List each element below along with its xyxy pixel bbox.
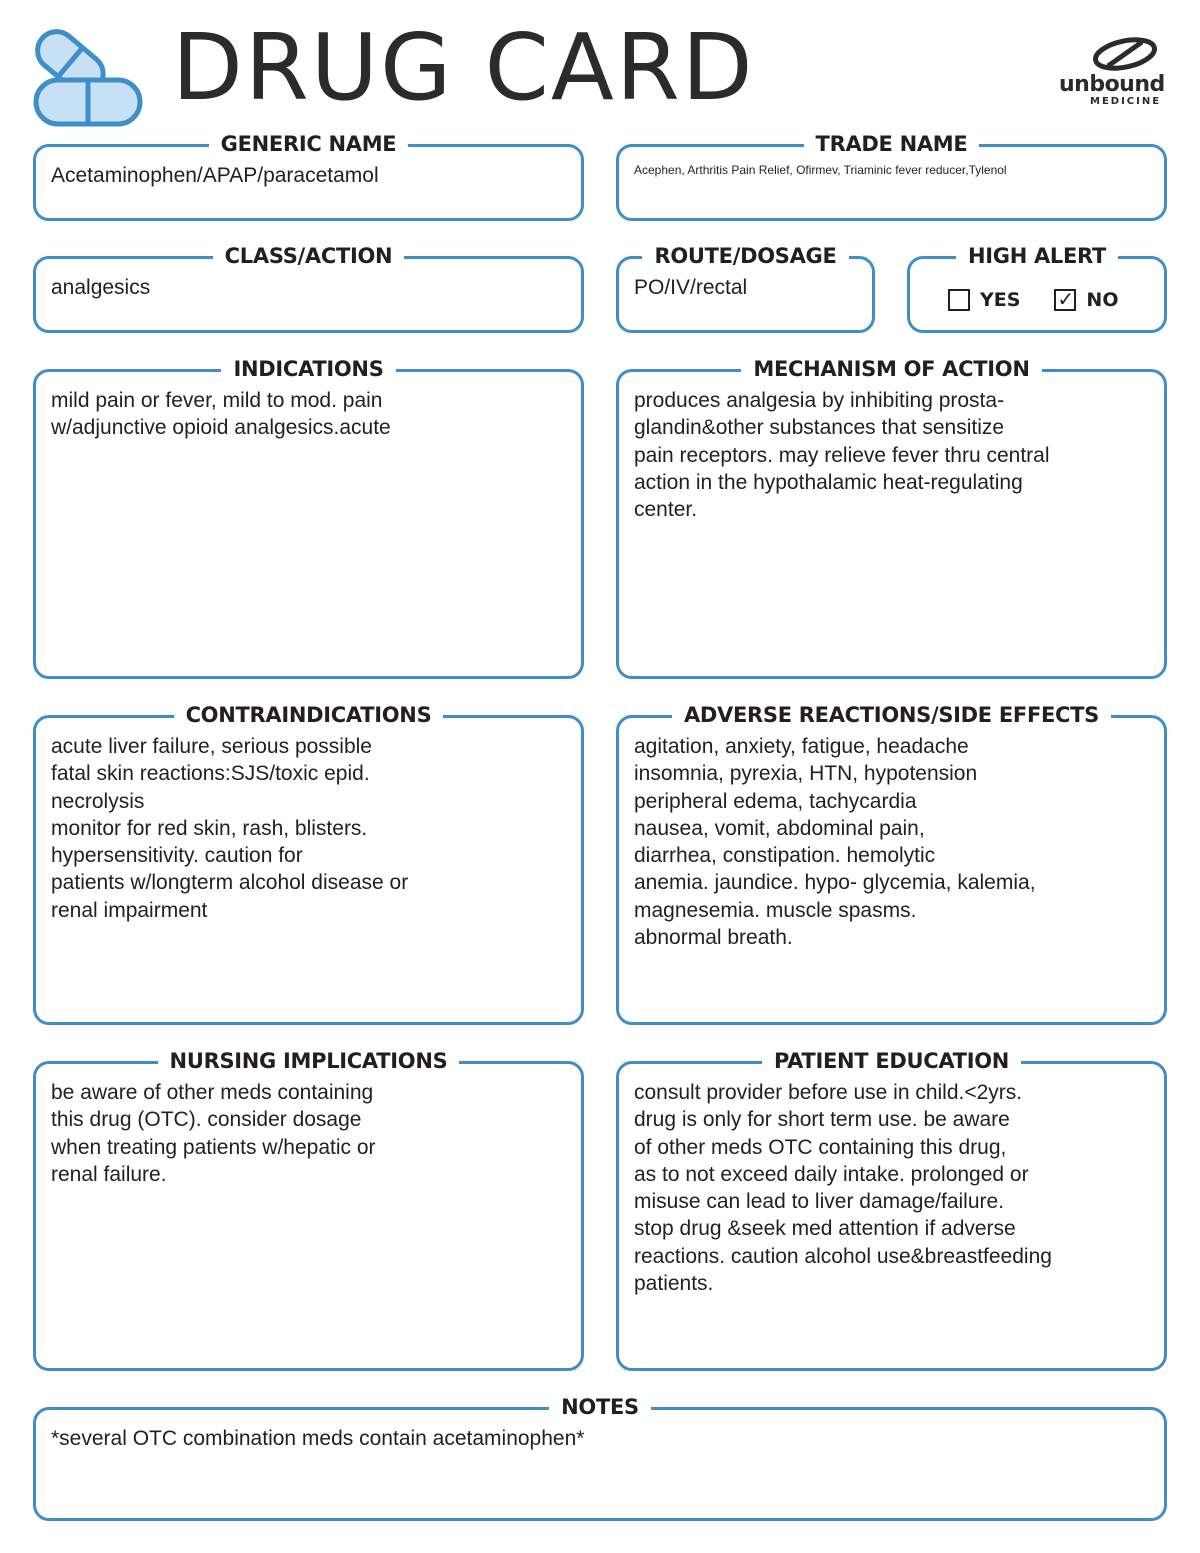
class-action-box (33, 244, 584, 333)
nursing-implications-label: NURSING IMPLICATIONS (158, 1049, 460, 1073)
mechanism-box (616, 357, 1167, 679)
adverse-reactions-field[interactable]: agitation, anxiety, fatigue, headache insomnia, pyrexia, HTN, hypotension peripheral edema, tachycardia nausea, vomit, abdominal pain, diarrhea, constipation. hemolytic anemia. jaundice. hypo- glycemia, kalemia, magnesemia. muscle spasms. abnormal breath. (634, 735, 1036, 950)
indications-box (33, 357, 584, 679)
class-action-field[interactable]: analgesics (51, 276, 151, 299)
trade-name-box (616, 132, 1167, 221)
high-alert-no-checkbox[interactable] (1054, 289, 1076, 311)
route-dosage-field[interactable]: PO/IV/rectal (634, 276, 748, 299)
route-dosage-label: ROUTE/DOSAGE (642, 244, 848, 268)
contraindications-field[interactable]: acute liver failure, serious possible fatal skin reactions:SJS/toxic epid. necrolysis monitor for red skin, rash, blisters. hypersensitivity. caution for patients w/longterm alcohol disease or renal impairment (51, 735, 409, 922)
notes-box (33, 1395, 1167, 1521)
indications-field[interactable]: mild pain or fever, mild to mod. pain w/adjunctive opioid analgesics.acute (51, 389, 391, 440)
high-alert-box (907, 244, 1167, 333)
adverse-reactions-box (616, 703, 1167, 1025)
route-dosage-box (616, 244, 875, 333)
nursing-implications-box (33, 1049, 584, 1371)
notes-field[interactable]: *several OTC combination meds contain acetaminophen* (51, 1427, 585, 1450)
trade-name-label: TRADE NAME (804, 132, 980, 156)
mechanism-field[interactable]: produces analgesia by inhibiting prosta- glandin&other substances that sensitize pain receptors. may relieve fever thru central action in the hypothalamic heat-regulating center. (634, 389, 1050, 522)
page-title: DRUG CARD (172, 14, 755, 121)
contraindications-box (33, 703, 584, 1025)
patient-education-field[interactable]: consult provider before use in child.<2yrs. drug is only for short term use. be aware of other meds OTC containing this drug, as to not exceed daily intake. prolonged or misuse can lead to liver damage/failure. stop drug &seek med attention if adverse reactions. caution alcohol use&breastfeeding patients. (634, 1081, 1052, 1296)
adverse-reactions-label: ADVERSE REACTIONS/SIDE EFFECTS (672, 703, 1111, 727)
trade-name-field[interactable]: Acephen, Arthritis Pain Relief, Ofirmev, Triaminic fever reducer,Tylenol (634, 163, 1007, 177)
high-alert-label: HIGH ALERT (956, 244, 1118, 268)
high-alert-yes-checkbox[interactable] (948, 289, 970, 311)
brand-subtitle: MEDICINE (1090, 96, 1162, 107)
pill-logo-icon (30, 24, 146, 130)
indications-label: INDICATIONS (221, 357, 395, 381)
nursing-implications-field[interactable]: be aware of other meds containing this drug (OTC). consider dosage when treating patients w/hepatic or renal failure. (51, 1081, 376, 1186)
notes-label: NOTES (549, 1395, 651, 1419)
checkmark-icon: ✓ (1057, 287, 1075, 311)
brand-name: unbound (1059, 72, 1165, 97)
generic-name-label: GENERIC NAME (209, 132, 409, 156)
contraindications-label: CONTRAINDICATIONS (174, 703, 444, 727)
generic-name-box (33, 132, 584, 221)
generic-name-field[interactable]: Acetaminophen/APAP/paracetamol (51, 164, 379, 187)
patient-education-label: PATIENT EDUCATION (762, 1049, 1021, 1073)
patient-education-box (616, 1049, 1167, 1371)
mechanism-label: MECHANISM OF ACTION (741, 357, 1041, 381)
high-alert-yes-label: YES (980, 289, 1021, 311)
class-action-label: CLASS/ACTION (213, 244, 405, 268)
high-alert-no-label: NO (1086, 289, 1119, 311)
